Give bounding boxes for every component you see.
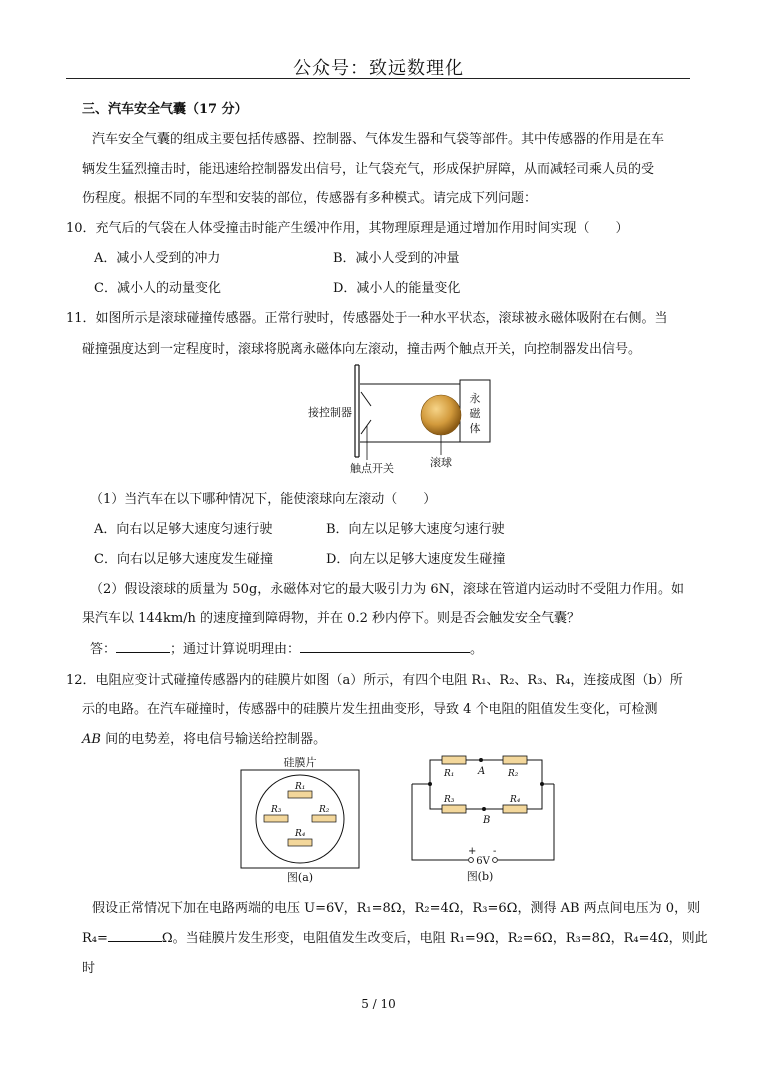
fig-b-r3: R₃ [444, 795, 455, 805]
membrane-label: 硅膜片 [283, 756, 317, 769]
label-magnet-3: 体 [469, 422, 481, 435]
q10-stem: 10．充气后的气袋在人体受撞击时能产生缓冲作用，其物理原理是通过增加作用时间实现（ ） [66, 221, 629, 236]
ab-label: AB [82, 732, 101, 747]
q10-option-c: C．减小人的动量变化 [94, 281, 221, 296]
bridge-circuit-figure [400, 752, 562, 887]
fig-a-r3: R₃ [271, 805, 282, 815]
q12-line-2: 示的电路。在汽车碰撞时，传感器中的硅膜片发生扭曲变形，导致 4 个电阻的阻值发生变化，可检测 [82, 702, 658, 717]
q11-sub2-line-2: 果汽车以 144km/h 的速度撞到障碍物，并在 0.2 秒内停下。则是否会触发安全气囊？ [82, 611, 580, 626]
q11-option-a: A．向右以足够大速度匀速行驶 [94, 522, 273, 537]
label-contact-switch: 触点开关 [350, 462, 394, 475]
q12-para-3: 时 [82, 961, 96, 976]
silicon-membrane-figure [238, 755, 362, 887]
q12-line-3 [82, 728, 326, 747]
q12-para-2-rest: Ω。当硅膜片发生形变，电阻值发生改变后，电阻 R₁=9Ω，R₂=6Ω，R₃=8Ω，R₄=4Ω，则此 [161, 931, 708, 946]
label-magnet-1: 永 [469, 392, 481, 405]
q11-line-1: 11．如图所示是滚球碰撞传感器。正常行驶时，传感器处于一种水平状态，滚球被永磁体吸附在右侧。当 [66, 311, 668, 326]
q12-para-1: 假设正常情况下加在电路两端的电压 U=6V，R₁=8Ω，R₂=4Ω，R₃=6Ω，测得 AB 两点间电压为 0，则 [92, 901, 701, 916]
answer-prefix: 答： [90, 642, 117, 657]
q11-sub1-stem: （1）当汽车在以下哪种情况下，能使滚球向左滚动（ ） [90, 492, 437, 507]
fig-b-caption: 图(b) [466, 870, 494, 883]
q11-answer-line [90, 638, 483, 657]
fig-a-caption: 图(a) [286, 871, 314, 884]
fig-b-r4: R₄ [510, 795, 521, 805]
fig-a-r4: R₄ [295, 829, 306, 839]
q11-line-2: 碰撞强度达到一定程度时，滚球将脱离永磁体向左滚动，撞击两个触点开关，向控制器发出信号。 [82, 342, 642, 357]
r4-prefix: R₄= [82, 931, 108, 946]
intro-line-2: 辆发生猛烈撞击时，能迅速给控制器发出信号，让气袋充气，形成保护屏障，从而减轻司乘人员的受 [82, 162, 655, 177]
q11-option-d: D．向左以足够大速度发生碰撞 [326, 552, 506, 567]
page-number: 5 / 10 [361, 997, 396, 1011]
fig-b-plus: + [468, 846, 477, 857]
answer-end: 。 [470, 642, 484, 657]
q12-para-2 [82, 927, 708, 946]
label-magnet-2: 磁 [469, 407, 481, 420]
answer-blank-1[interactable] [116, 652, 170, 653]
q10-option-b: B．减小人受到的冲量 [333, 251, 460, 266]
fig-b-minus: - [493, 846, 497, 857]
fig-b-point-a: A [478, 766, 486, 777]
fig-a-r1: R₁ [295, 782, 306, 792]
label-ball: 滚球 [430, 456, 452, 469]
fig-b-voltage: 6V [476, 856, 490, 867]
label-controller: 接控制器 [308, 406, 352, 419]
answer-blank-2[interactable] [300, 652, 470, 653]
q10-option-d: D．减小人的能量变化 [333, 281, 461, 296]
q10-option-a: A．减小人受到的冲力 [94, 251, 221, 266]
page-header: 公众号：致远数理化 [293, 58, 464, 79]
q11-option-c: C．向右以足够大速度发生碰撞 [94, 552, 273, 567]
q12-line-3-rest: 间的电势差，将电信号输送给控制器。 [100, 732, 327, 747]
answer-mid: ；通过计算说明理由： [170, 642, 301, 657]
r4-answer-blank[interactable] [108, 941, 162, 942]
rolling-ball [421, 395, 461, 435]
q11-option-b: B．向左以足够大速度匀速行驶 [326, 522, 505, 537]
rolling-ball-sensor-figure [300, 362, 500, 477]
header-rule [66, 78, 690, 79]
q12-line-1: 12．电阻应变计式碰撞传感器内的硅膜片如图（a）所示，有四个电阻 R₁、R₂、R₃、R₄，连接成图（b）所 [66, 673, 683, 688]
fig-a-r2: R₂ [319, 805, 330, 815]
intro-line-1: 汽车安全气囊的组成主要包括传感器、控制器、气体发生器和气袋等部件。其中传感器的作用是在车 [92, 132, 665, 147]
fig-b-r2: R₂ [508, 769, 519, 779]
q11-sub2-line-1: （2）假设滚球的质量为 50g，永磁体对它的最大吸引力为 6N，滚球在管道内运动时不受阻力作用。如 [90, 582, 685, 597]
fig-b-point-b: B [483, 815, 491, 826]
intro-line-3: 伤程度。根据不同的车型和安装的部位，传感器有多种模式。请完成下列问题： [82, 191, 538, 206]
fig-b-r1: R₁ [444, 769, 455, 779]
section-title: 三、汽车安全气囊（17 分） [82, 102, 248, 117]
